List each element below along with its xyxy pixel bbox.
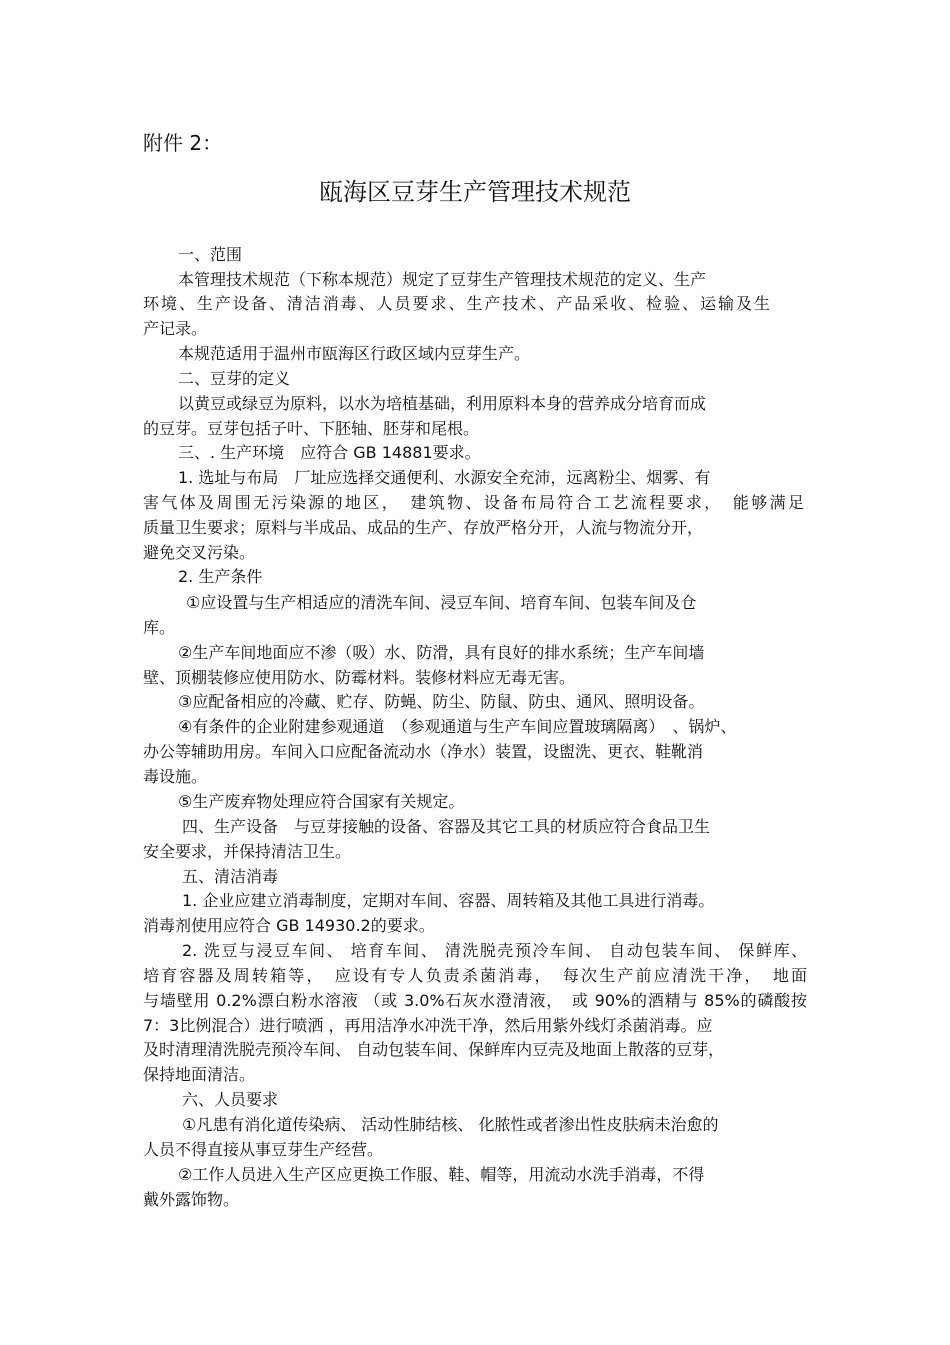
paragraph-line: 壁、顶棚装修应使用防水、防霉材料。装修材料应无毒无害。	[143, 668, 576, 687]
section-heading-cleaning: 五、清洁消毒	[182, 867, 279, 886]
paragraph-line: 1. 选址与布局 厂址应选择交通便利、水源安全充沛，远离粉尘、烟雾、有	[178, 468, 711, 487]
paragraph-line: 库。	[143, 618, 176, 637]
paragraph-line: ②工作人员进入生产区应更换工作服、鞋、帽等，用流动水洗手消毒，不得	[178, 1165, 705, 1184]
paragraph-line: 戴外露饰物。	[143, 1190, 240, 1209]
annex-label: 附件 2：	[143, 131, 223, 155]
paragraph-line: ④有条件的企业附建参观通道 （参观通道与生产车间应置玻璃隔离） 、锅炉、	[178, 717, 737, 736]
paragraph-line: 害气体及周围无污染源的地区， 建筑物、设备布局符合工艺流程要求， 能够满足	[143, 493, 804, 512]
section-heading-scope: 一、范围	[178, 245, 243, 264]
document-title: 瓯海区豆芽生产管理技术规范	[319, 178, 631, 206]
paragraph-line: 1. 企业应建立消毒制度，定期对车间、容器、周转箱及其他工具进行消毒。	[182, 891, 715, 910]
paragraph-line: ③应配备相应的冷藏、贮存、防蝇、防尘、防鼠、防虫、通风、照明设备。	[178, 692, 705, 711]
section-heading-personnel: 六、人员要求	[182, 1090, 279, 1109]
paragraph-line: 环境、生产设备、清洁消毒、人员要求、生产技术、产品采收、检验、运输及生	[143, 294, 770, 313]
paragraph-line: ⑤生产废弃物处理应符合国家有关规定。	[178, 792, 465, 811]
paragraph-line: 人员不得直接从事豆芽生产经营。	[143, 1140, 384, 1159]
paragraph-line: 毒设施。	[143, 767, 208, 786]
section-heading-equipment: 四、生产设备 与豆芽接触的设备、容器及其它工具的材质应符合食品卫生	[182, 817, 711, 836]
paragraph-line: 安全要求，并保持清洁卫生。	[143, 842, 352, 861]
paragraph-line: 本规范适用于温州市瓯海区行政区域内豆芽生产。	[178, 344, 531, 363]
paragraph-line: 产记录。	[143, 319, 208, 338]
paragraph-line: ②生产车间地面应不渗（吸）水、防滑，具有良好的排水系统；生产车间墙	[178, 643, 705, 662]
paragraph-line: ①凡患有消化道传染病、 活动性肺结核、 化脓性或者渗出性皮肤病未治愈的	[182, 1115, 719, 1134]
subheading-production-conditions: 2. 生产条件	[178, 567, 263, 586]
paragraph-line: 及时清理清洗脱壳预冷车间、 自动包装车间、保鲜库内豆壳及地面上散落的豆芽，	[143, 1040, 725, 1059]
paragraph-line: 培育容器及周转箱等， 应设有专人负责杀菌消毒， 每次生产前应清洗干净， 地面	[143, 966, 807, 985]
section-heading-definition: 二、豆芽的定义	[178, 369, 291, 388]
paragraph-line: 2. 洗豆与浸豆车间、 培育车间、 清洗脱壳预冷车间、 自动包装车间、 保鲜库、	[182, 941, 807, 960]
paragraph-line: 办公等辅助用房。车间入口应配备流动水（净水）装置，设盥洗、更衣、鞋靴消	[143, 742, 704, 761]
paragraph-line: 质量卫生要求；原料与半成品、成品的生产、存放严格分开，人流与物流分开，	[143, 518, 704, 537]
paragraph-line: 保持地面清洁。	[143, 1065, 256, 1084]
paragraph-line: ①应设置与生产相适应的清洗车间、浸豆车间、培育车间、包装车间及仓	[186, 593, 697, 612]
paragraph-line: 与墙壁用 0.2%漂白粉水溶液 （或 3.0%石灰水澄清液， 或 90%的酒精与 85%的磷酸按	[143, 991, 807, 1010]
paragraph-line: 本管理技术规范（下称本规范）规定了豆芽生产管理技术规范的定义、生产	[178, 270, 707, 289]
paragraph-line: 避免交叉污染。	[143, 543, 256, 562]
paragraph-line: 的豆芽。豆芽包括子叶、下胚轴、胚芽和尾根。	[143, 419, 480, 438]
paragraph-line: 消毒剂使用应符合 GB 14930.2的要求。	[143, 916, 435, 935]
section-heading-environment: 三、. 生产环境 应符合 GB 14881要求。	[178, 443, 481, 462]
paragraph-line: 以黄豆或绿豆为原料，以水为培植基础，利用原料本身的营养成分培育而成	[178, 394, 707, 413]
paragraph-line: 7：3比例混合）进行喷洒 ，再用洁净水冲洗干净，然后用紫外线灯杀菌消毒。应	[143, 1016, 713, 1035]
